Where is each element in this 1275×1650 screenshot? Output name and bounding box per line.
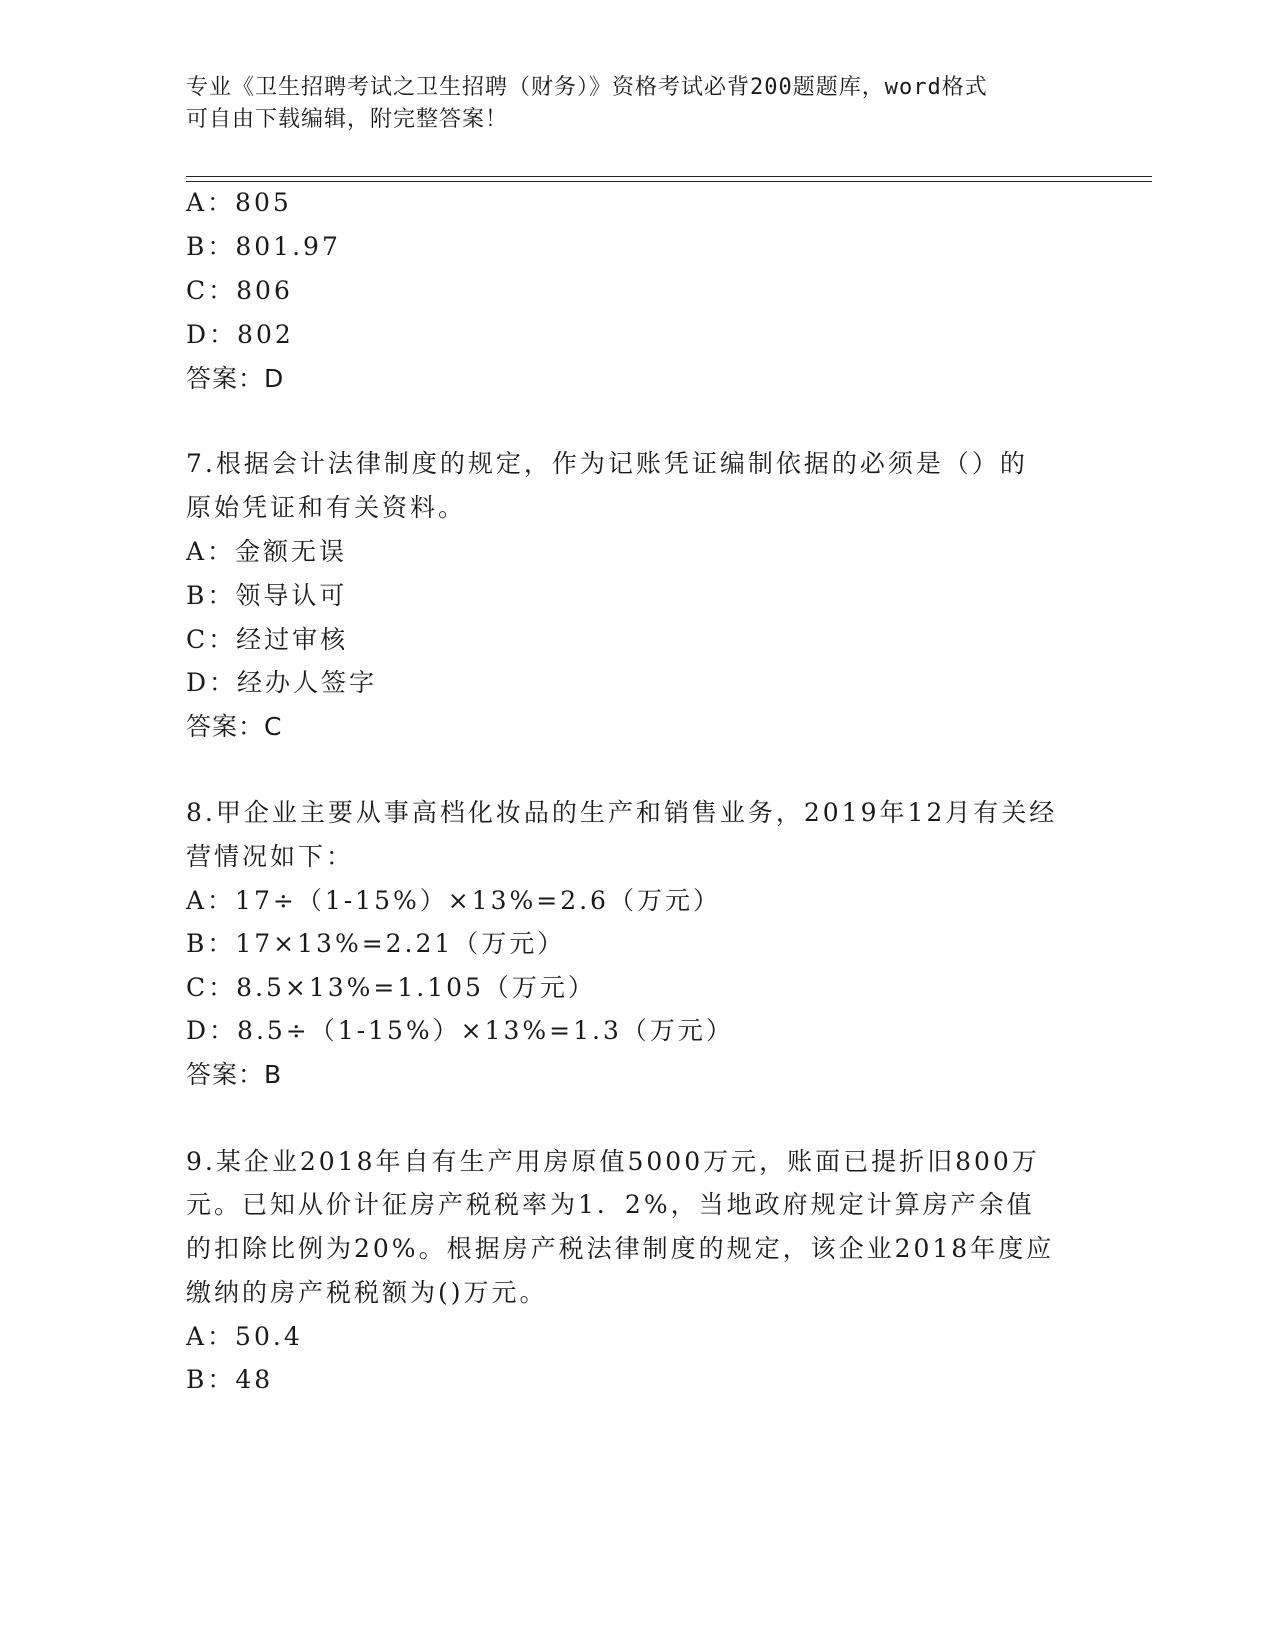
- q6-option-d: D：802: [186, 320, 294, 349]
- q6-option-a: A：805: [186, 188, 292, 217]
- q7-stem-line-1: 7.根据会计法律制度的规定，作为记账凭证编制依据的必须是（）的: [186, 449, 1028, 478]
- q7-answer: 答案：C: [186, 712, 283, 741]
- q7-stem-line-2: 原始凭证和有关资料。: [186, 493, 467, 522]
- q7-option-d: D：经办人签字: [186, 668, 378, 697]
- q9-option-b: B：48: [186, 1365, 274, 1394]
- document-header: [186, 72, 1086, 136]
- q6-answer: 答案：D: [186, 364, 285, 393]
- q9-stem-line-1: 9.某企业2018年自有生产用房原值5000万元，账面已提折旧800万: [186, 1147, 1040, 1176]
- q8-stem-line-2: 营情况如下：: [186, 842, 355, 871]
- q8-option-c: C：8.5×13%=1.105（万元）: [186, 973, 596, 1002]
- header-divider-top: [186, 176, 1152, 177]
- q8-answer: 答案：B: [186, 1060, 283, 1089]
- q7-option-b: B：领导认可: [186, 581, 348, 610]
- q8-option-d: D：8.5÷（1-15%）×13%=1.3（万元）: [186, 1016, 734, 1045]
- q9-stem-line-4: 缴纳的房产税税额为()万元。: [186, 1278, 548, 1307]
- q8-stem-line-1: 8.甲企业主要从事高档化妆品的生产和销售业务，2019年12月有关经: [186, 798, 1058, 827]
- q6-option-c: C：806: [186, 276, 293, 305]
- q7-option-c: C：经过审核: [186, 625, 349, 654]
- q9-stem-line-3: 的扣除比例为20%。根据房产税法律制度的规定，该企业2018年度应: [186, 1234, 1055, 1263]
- q7-option-a: A：金额无误: [186, 537, 348, 566]
- q6-option-b: B：801.97: [186, 232, 341, 261]
- q8-option-a: A：17÷（1-15%）×13%=2.6（万元）: [186, 886, 721, 915]
- q8-option-b: B：17×13%=2.21（万元）: [186, 929, 566, 958]
- header-line-1: 专业《卫生招聘考试之卫生招聘（财务）》资格考试必背200题题库，word格式: [186, 75, 988, 100]
- q9-option-a: A：50.4: [186, 1322, 303, 1351]
- q9-stem-line-2: 元。已知从价计征房产税税率为1．2%，当地政府规定计算房产余值: [186, 1190, 1035, 1219]
- header-line-2: 可自由下载编辑，附完整答案！: [186, 107, 509, 132]
